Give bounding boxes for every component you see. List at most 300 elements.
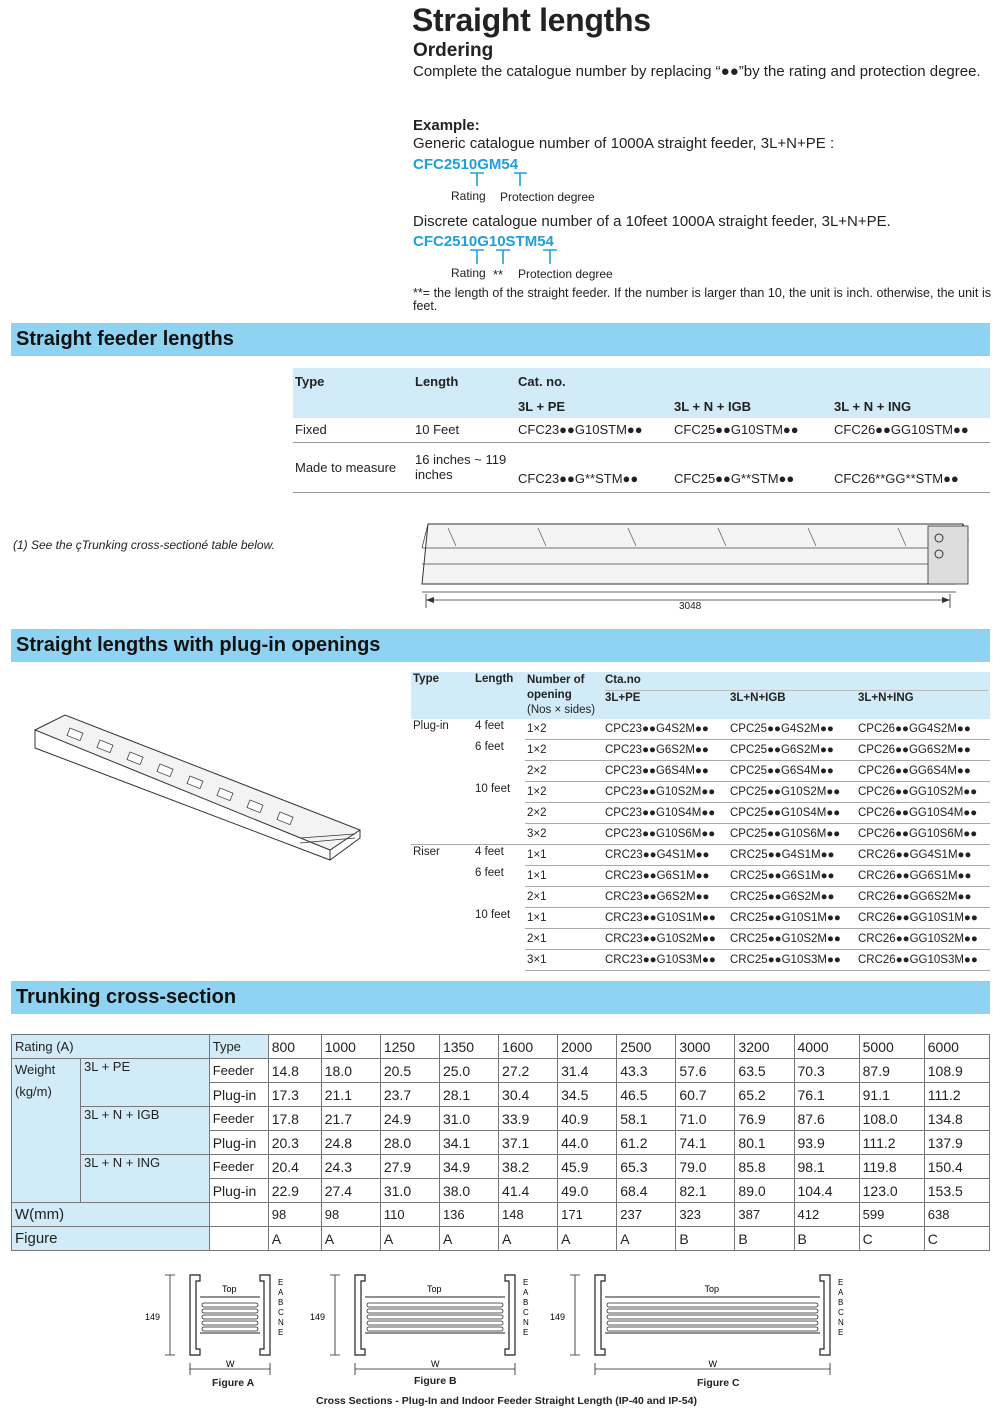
weight-value: 150.4: [924, 1155, 989, 1179]
cell-type: [411, 908, 473, 929]
phase-letter: C: [523, 1308, 529, 1317]
figure-value: A: [558, 1227, 617, 1251]
ordering-heading: Ordering: [413, 40, 494, 61]
table-row: [411, 908, 990, 929]
cell-openings: 3×1: [525, 950, 603, 971]
weight-value: 111.2: [859, 1131, 924, 1155]
cell-cat: CRC23●●G10S3M●●: [603, 950, 728, 971]
table-row: [411, 740, 990, 761]
busbar: [607, 1315, 818, 1319]
figure-value: B: [794, 1227, 859, 1251]
openings-sub: (Nos × sides): [527, 704, 596, 716]
cell-length: 16 inches ~ 119 inches: [415, 452, 507, 482]
weight-value: 61.2: [617, 1131, 676, 1155]
rating-value: 2000: [558, 1035, 617, 1059]
weight-value: 34.1: [439, 1131, 498, 1155]
rating-value: 3200: [735, 1035, 794, 1059]
weight-label: [12, 1059, 81, 1203]
height-dimension-line: [330, 1275, 340, 1355]
cell-type: Riser: [413, 846, 440, 858]
phase-letter: A: [278, 1288, 284, 1297]
cell-openings: 3×2: [525, 824, 603, 845]
phase-letter: N: [523, 1318, 529, 1327]
table-row: [411, 719, 990, 740]
cell-type: [411, 761, 473, 782]
cell-cat: CPC25●●G6S2M●●: [728, 740, 856, 761]
table-row: [411, 887, 990, 908]
w-value: 237: [617, 1203, 676, 1227]
weight-value: 58.1: [617, 1107, 676, 1131]
w-value: 98: [268, 1203, 321, 1227]
plugin-table: [411, 672, 990, 971]
weight-unit: (kg/m): [15, 1084, 52, 1099]
w-value: 148: [499, 1203, 558, 1227]
cell-cat: CRC25●●G10S2M●●: [728, 929, 856, 950]
section-title-cross: Trunking cross-section: [16, 986, 237, 1008]
cell-cat: CPC23●●G4S2M●●: [603, 719, 728, 740]
weight-value: 123.0: [859, 1179, 924, 1203]
th-c1: 3L + PE: [516, 394, 672, 418]
weight-value: 60.7: [676, 1083, 735, 1107]
th-c1: 3L+PE: [605, 692, 641, 704]
cell-length: 10 feet: [475, 908, 511, 921]
weight-value: 63.5: [735, 1059, 794, 1083]
cell-openings: 1×1: [525, 845, 603, 866]
section-band-cross: [11, 981, 990, 1014]
height-dimension-label: 149: [550, 1312, 566, 1322]
weight-value: 23.7: [380, 1083, 439, 1107]
weight-value: 137.9: [924, 1131, 989, 1155]
cell-length: [473, 887, 525, 908]
example2-markers: [413, 249, 613, 269]
weight-value: 34.5: [558, 1083, 617, 1107]
plugin-table-body: [411, 719, 990, 971]
cell-openings: 1×1: [525, 908, 603, 929]
weight-value: 79.0: [676, 1155, 735, 1179]
weight-value: 119.8: [859, 1155, 924, 1179]
table-row: [12, 1203, 990, 1227]
group-name: 3L + N + IGB: [81, 1107, 210, 1155]
phase-letter: N: [278, 1318, 284, 1327]
section-title-feeder: Straight feeder lengths: [16, 328, 234, 350]
rating-value: 800: [268, 1035, 321, 1059]
weight-value: 89.0: [735, 1179, 794, 1203]
cell-cat: CPC23●●G10S4M●●: [603, 803, 728, 824]
cell-cat: CFC26**GG**STM●●: [834, 470, 959, 486]
row-type: Feeder: [209, 1155, 268, 1179]
weight-value: 27.2: [499, 1059, 558, 1083]
phase-letter: N: [838, 1318, 844, 1327]
cell-length: 10 feet: [475, 782, 511, 795]
busbar: [607, 1321, 818, 1325]
section-band-plugin: [11, 629, 990, 662]
figure-value: C: [859, 1227, 924, 1251]
th-openings: [525, 672, 603, 719]
weight-value: 108.9: [924, 1059, 989, 1083]
busbar: [367, 1327, 503, 1331]
figure-value: A: [617, 1227, 676, 1251]
weight-value: 17.3: [268, 1083, 321, 1107]
group-name: 3L + PE: [81, 1059, 210, 1107]
cell-cat: CRC23●●G10S1M●●: [603, 908, 728, 929]
cell-cat: CRC23●●G6S1M●●: [603, 866, 728, 887]
th-c3: 3L+N+ING: [858, 692, 914, 704]
weight-value: 31.0: [380, 1179, 439, 1203]
cell-cat: CRC26●●GG4S1M●●: [856, 845, 990, 866]
weight-value: 31.0: [439, 1107, 498, 1131]
weight-value: 17.8: [268, 1107, 321, 1131]
cell-cat: CPC25●●G4S2M●●: [728, 719, 856, 740]
table-row: [411, 824, 990, 845]
phase-letter: C: [278, 1308, 284, 1317]
cell-length: 6 feet: [475, 866, 504, 879]
intro-text: Complete the catalogue number by replacing “●●”by the rating and protection degree.: [413, 63, 981, 80]
rating-value: 2500: [617, 1035, 676, 1059]
top-label: Top: [704, 1284, 720, 1294]
weight-value: 76.9: [735, 1107, 794, 1131]
busbar: [607, 1309, 818, 1313]
busbar: [202, 1315, 258, 1319]
empty-cell: [209, 1203, 268, 1227]
right-channel: [260, 1275, 270, 1355]
table-row: [411, 929, 990, 950]
weight-value: 14.8: [268, 1059, 321, 1083]
weight-value: 93.9: [794, 1131, 859, 1155]
weight-value: 44.0: [558, 1131, 617, 1155]
weight-value: 25.0: [439, 1059, 498, 1083]
figure-a-label: Figure A: [212, 1377, 255, 1389]
busbar: [202, 1303, 258, 1307]
cell-cat: CRC25●●G6S2M●●: [728, 887, 856, 908]
rating-value: 6000: [924, 1035, 989, 1059]
weight-value: 80.1: [735, 1131, 794, 1155]
left-channel: [355, 1275, 365, 1355]
cell-length: [473, 950, 525, 971]
weight-value: 46.5: [617, 1083, 676, 1107]
cell-type: Plug-in: [413, 720, 449, 732]
busbar: [607, 1303, 818, 1307]
cell-cat: CRC26●●GG10S2M●●: [856, 929, 990, 950]
weight-value: 20.5: [380, 1059, 439, 1083]
cell-cat: CRC23●●G6S2M●●: [603, 887, 728, 908]
cell-cat: CPC26●●GG10S4M●●: [856, 803, 990, 824]
table-row: [12, 1155, 990, 1179]
openings-label: Number of opening: [527, 674, 585, 701]
cell-type: [411, 824, 473, 845]
weight-value: 85.8: [735, 1155, 794, 1179]
rating-value: 3000: [676, 1035, 735, 1059]
weight-value: 43.3: [617, 1059, 676, 1083]
cell-cat: CPC26●●GG4S2M●●: [856, 719, 990, 740]
weight-value: 37.1: [499, 1131, 558, 1155]
cell-type: [411, 803, 473, 824]
cell-cat: CFC23●●G10STM●●: [518, 422, 643, 438]
table-row: [293, 418, 990, 442]
cell-cat: CPC23●●G10S6M●●: [603, 824, 728, 845]
busbar: [367, 1303, 503, 1307]
table-row: [411, 803, 990, 824]
cell-cat: CPC26●●GG10S2M●●: [856, 782, 990, 803]
phase-letter: E: [278, 1278, 284, 1287]
table-row: [293, 442, 990, 492]
rating-value: 4000: [794, 1035, 859, 1059]
busbar: [202, 1309, 258, 1313]
figure-value: C: [924, 1227, 989, 1251]
phase-letter: A: [523, 1288, 529, 1297]
cell-type: [411, 866, 473, 887]
weight-value: 33.9: [499, 1107, 558, 1131]
row-type: Plug-in: [209, 1179, 268, 1203]
figures-caption: Cross Sections - Plug-In and Indoor Feeder Straight Length (IP-40 and IP-54): [316, 1395, 697, 1407]
busbar: [202, 1327, 258, 1331]
rating-label-2: Rating: [451, 266, 486, 280]
cell-cat: CPC25●●G10S2M●●: [728, 782, 856, 803]
right-channel: [820, 1275, 830, 1355]
phase-letter: E: [523, 1328, 529, 1337]
rating-value: 5000: [859, 1035, 924, 1059]
cell-cat: CRC25●●G6S1M●●: [728, 866, 856, 887]
figure-value: B: [676, 1227, 735, 1251]
cell-length: [473, 824, 525, 845]
weight-value: 28.0: [380, 1131, 439, 1155]
w-label: W(mm): [12, 1203, 210, 1227]
cell-openings: 1×2: [525, 719, 603, 740]
weight-value: 40.9: [558, 1107, 617, 1131]
page-title: Straight lengths: [412, 2, 651, 38]
catno-label: Cta.no: [605, 674, 641, 686]
right-channel: [505, 1275, 515, 1355]
weight-value: 27.9: [380, 1155, 439, 1179]
figure-label: Figure: [12, 1227, 210, 1251]
th-type: Type: [411, 672, 473, 719]
cell-cat: CPC25●●G6S4M●●: [728, 761, 856, 782]
figure-b-label: Figure B: [414, 1375, 457, 1387]
phase-letter: B: [278, 1298, 284, 1307]
table-row: [411, 782, 990, 803]
cell-cat: CPC23●●G6S4M●●: [603, 761, 728, 782]
row-type: Plug-in: [209, 1131, 268, 1155]
height-dimension-label: 149: [310, 1312, 326, 1322]
cell-cat: CRC26●●GG10S3M●●: [856, 950, 990, 971]
cell-length: [473, 761, 525, 782]
cell-cat: CRC23●●G10S2M●●: [603, 929, 728, 950]
weight-value: 134.8: [924, 1107, 989, 1131]
weight-value: 18.0: [321, 1059, 380, 1083]
top-label: Top: [427, 1284, 442, 1294]
busbar: [367, 1309, 503, 1313]
weight-value: 108.0: [859, 1107, 924, 1131]
weight-text: Weight: [15, 1062, 56, 1077]
cell-openings: 1×1: [525, 866, 603, 887]
height-dimension-line: [570, 1275, 580, 1355]
cell-type: [411, 950, 473, 971]
table-row: [411, 845, 990, 866]
weight-value: 98.1: [794, 1155, 859, 1179]
cross-table-body: [12, 1035, 990, 1251]
weight-value: 28.1: [439, 1083, 498, 1107]
weight-value: 31.4: [558, 1059, 617, 1083]
empty-cell: [209, 1227, 268, 1251]
cell-type: [411, 887, 473, 908]
th-catno: Cat. no.: [516, 368, 990, 394]
th-length: Length: [473, 672, 525, 719]
cell-cat: CRC25●●G10S1M●●: [728, 908, 856, 929]
example2-code: CFC2510G10STM54: [413, 233, 554, 250]
table-row: [411, 950, 990, 971]
figure-c: [550, 1275, 844, 1375]
cell-length: [473, 929, 525, 950]
rating-value: 1600: [499, 1035, 558, 1059]
rating-value: 1350: [439, 1035, 498, 1059]
w-value: 412: [794, 1203, 859, 1227]
cross-section-table: [11, 1034, 990, 1251]
row-type: Feeder: [209, 1107, 268, 1131]
cell-openings: 1×2: [525, 740, 603, 761]
w-value: 638: [924, 1203, 989, 1227]
weight-value: 22.9: [268, 1179, 321, 1203]
plugin-length-drawing: [30, 710, 360, 860]
w-value: 110: [380, 1203, 439, 1227]
weight-value: 21.1: [321, 1083, 380, 1107]
weight-value: 57.6: [676, 1059, 735, 1083]
busbar: [367, 1321, 503, 1325]
w-value: 136: [439, 1203, 498, 1227]
table-row: [12, 1227, 990, 1251]
weight-value: 20.4: [268, 1155, 321, 1179]
example-heading: Example:: [413, 117, 480, 134]
table-row: [12, 1035, 990, 1059]
phase-letter: B: [523, 1298, 529, 1307]
w-value: 387: [735, 1203, 794, 1227]
footnote: (1) See the çTrunking cross-sectioné table below.: [13, 538, 275, 552]
cell-cat: CRC25●●G10S3M●●: [728, 950, 856, 971]
figure-value: A: [499, 1227, 558, 1251]
example1-text: Generic catalogue number of 1000A straight feeder, 3L+N+PE :: [413, 135, 835, 152]
protection-label-2: Protection degree: [518, 267, 613, 281]
phase-letter: C: [838, 1308, 844, 1317]
cell-cat: CFC25●●G**STM●●: [674, 470, 795, 486]
cell-length: 4 feet: [475, 720, 504, 732]
example2-text: Discrete catalogue number of a 10feet 1000A straight feeder, 3L+N+PE.: [413, 213, 891, 230]
weight-value: 153.5: [924, 1179, 989, 1203]
figure-value: A: [439, 1227, 498, 1251]
table-row: [411, 761, 990, 782]
cell-cat: CRC25●●G4S1M●●: [728, 845, 856, 866]
weight-value: 104.4: [794, 1179, 859, 1203]
cell-cat: CFC23●●G**STM●●: [518, 470, 639, 486]
figure-c-label: Figure C: [697, 1377, 740, 1389]
cell-length: [473, 803, 525, 824]
weight-value: 34.9: [439, 1155, 498, 1179]
figure-a: [145, 1275, 284, 1375]
cell-openings: 2×2: [525, 761, 603, 782]
phase-letter: E: [838, 1278, 844, 1287]
cell-type: [411, 782, 473, 803]
th-catno: [603, 672, 990, 719]
busbar: [607, 1327, 818, 1331]
cell-length: 4 feet: [475, 846, 504, 858]
feeder-table: [293, 368, 990, 493]
figure-value: A: [380, 1227, 439, 1251]
width-dimension-label: W: [431, 1359, 440, 1369]
th-c3: 3L + N + ING: [832, 394, 990, 418]
cell-length: 10 Feet: [415, 422, 460, 438]
type-label: Type: [209, 1035, 268, 1059]
cell-cat: CPC26●●GG6S2M●●: [856, 740, 990, 761]
table-row: [12, 1107, 990, 1131]
cell-cat: CPC26●●GG10S6M●●: [856, 824, 990, 845]
weight-value: 68.4: [617, 1179, 676, 1203]
weight-value: 45.9: [558, 1155, 617, 1179]
weight-value: 111.2: [924, 1083, 989, 1107]
cell-cat: CPC25●●G10S4M●●: [728, 803, 856, 824]
phase-letter: E: [523, 1278, 529, 1287]
width-dimension-label: W: [708, 1359, 717, 1369]
left-channel: [190, 1275, 200, 1355]
cell-cat: CRC26●●GG6S1M●●: [856, 866, 990, 887]
cell-type: [411, 740, 473, 761]
cell-type: Made to measure: [295, 459, 397, 475]
cell-openings: 2×2: [525, 803, 603, 824]
table-row: [411, 866, 990, 887]
weight-value: 76.1: [794, 1083, 859, 1107]
weight-value: 24.3: [321, 1155, 380, 1179]
th-type: Type: [293, 368, 413, 394]
weight-value: 38.2: [499, 1155, 558, 1179]
weight-value: 70.3: [794, 1059, 859, 1083]
example1-code: CFC2510GM54: [413, 156, 519, 173]
weight-value: 65.2: [735, 1083, 794, 1107]
cell-cat: CPC23●●G6S2M●●: [603, 740, 728, 761]
phase-letter: E: [278, 1328, 284, 1337]
row-type: Feeder: [209, 1059, 268, 1083]
w-value: 98: [321, 1203, 380, 1227]
top-label: Top: [222, 1284, 237, 1294]
cell-openings: 2×1: [525, 929, 603, 950]
busbar: [202, 1321, 258, 1325]
weight-value: 71.0: [676, 1107, 735, 1131]
cell-cat: CFC25●●G10STM●●: [674, 422, 799, 438]
table-row: [12, 1059, 990, 1083]
figure-value: A: [321, 1227, 380, 1251]
figure-b: [310, 1275, 529, 1375]
rating-value: 1250: [380, 1035, 439, 1059]
cell-cat: CPC23●●G10S2M●●: [603, 782, 728, 803]
left-channel: [595, 1275, 605, 1355]
phase-letter: E: [838, 1328, 844, 1337]
weight-value: 20.3: [268, 1131, 321, 1155]
th-length: Length: [413, 368, 516, 394]
cell-cat: CFC26●●GG10STM●●: [834, 422, 969, 438]
cross-section-figures: [145, 1265, 870, 1390]
phase-letter: A: [838, 1288, 844, 1297]
cell-cat: CRC26●●GG10S1M●●: [856, 908, 990, 929]
weight-value: 24.9: [380, 1107, 439, 1131]
th-c2: 3L+N+IGB: [730, 692, 786, 704]
w-value: 171: [558, 1203, 617, 1227]
cell-cat: CPC26●●GG6S4M●●: [856, 761, 990, 782]
weight-value: 30.4: [499, 1083, 558, 1107]
weight-value: 41.4: [499, 1179, 558, 1203]
weight-value: 82.1: [676, 1179, 735, 1203]
weight-value: 87.9: [859, 1059, 924, 1083]
cell-openings: 1×2: [525, 782, 603, 803]
th-c2: 3L + N + IGB: [672, 394, 832, 418]
figure-value: B: [735, 1227, 794, 1251]
group-name: 3L + N + ING: [81, 1155, 210, 1203]
cell-type: Fixed: [295, 422, 327, 438]
w-value: 323: [676, 1203, 735, 1227]
